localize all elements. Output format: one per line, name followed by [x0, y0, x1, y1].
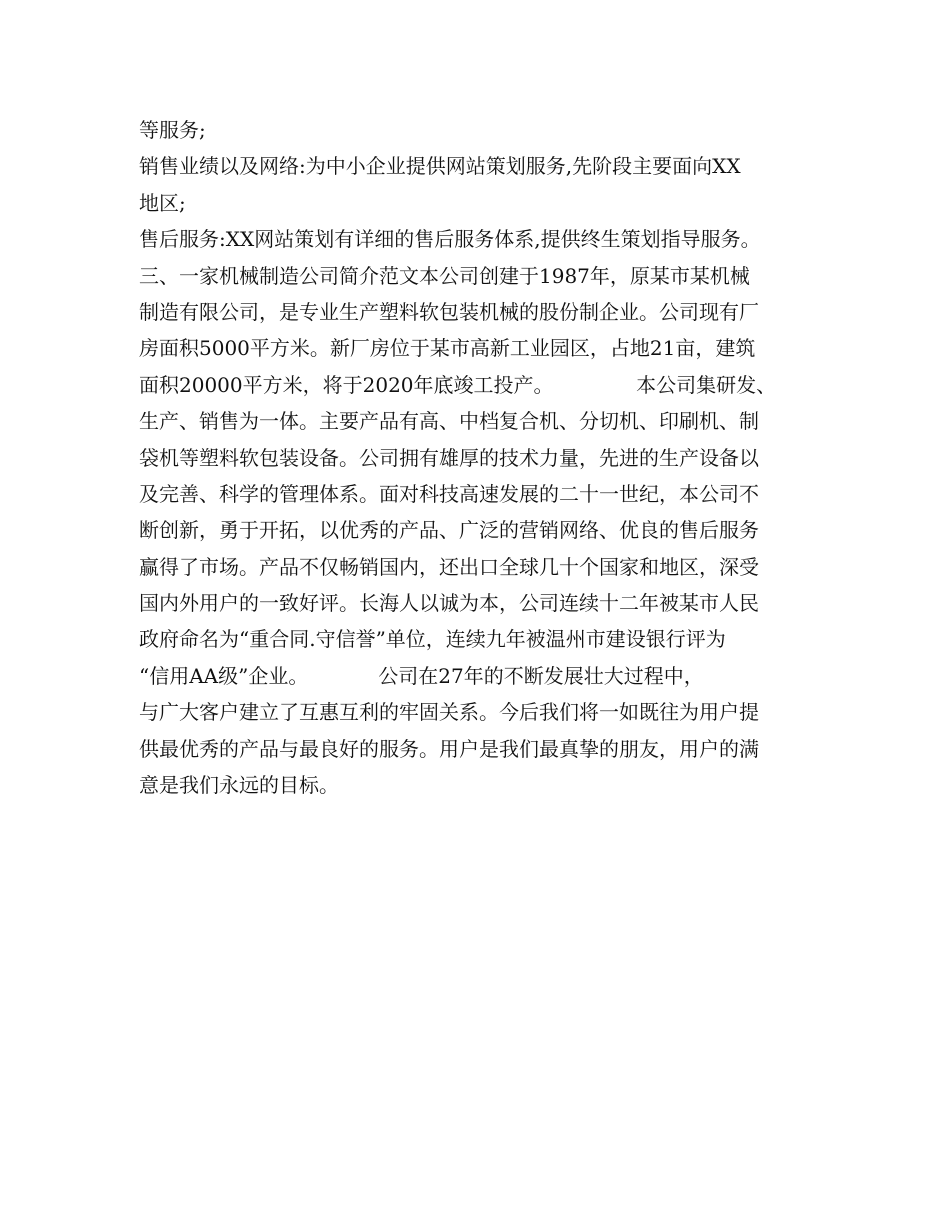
text-line-3: 地区; — [139, 190, 186, 215]
text-line-14: 国内外用户的一致好评。长海人以诚为本，公司连续十二年被某市人民 — [139, 591, 759, 616]
text-line-15: 政府命名为“重合同.守信誉”单位，连续九年被温州市建设银行评为 — [139, 627, 726, 652]
text-line-13: 赢得了市场。产品不仅畅销国内，还出口全球几十个国家和地区，深受 — [139, 554, 759, 579]
text-line-18: 供最优秀的产品与最良好的服务。用户是我们最真挚的朋友，用户的满 — [139, 736, 759, 761]
text-line-17: 与广大客户建立了互惠互利的牢固关系。今后我们将一如既往为用户提 — [139, 700, 759, 725]
text-line-12: 断创新，勇于开拓，以优秀的产品、广泛的营销网络、优良的售后服务 — [139, 518, 759, 543]
text-line-8: 面积20000平方米，将于2020年底竣工投产。 本公司集研发、 — [139, 372, 777, 397]
text-line-19: 意是我们永远的目标。 — [139, 773, 339, 798]
text-line-2: 销售业绩以及网络:为中小企业提供网站策划服务,先阶段主要面向XX — [139, 154, 741, 179]
text-line-5: 三、一家机械制造公司简介范文本公司创建于1987年，原某市某机械 — [139, 263, 750, 288]
text-line-4: 售后服务:XX网站策划有详细的售后服务体系,提供终生策划指导服务。 — [139, 227, 761, 252]
text-line-7: 房面积5000平方米。新厂房位于某市高新工业园区，占地21亩，建筑 — [139, 336, 756, 361]
text-line-1: 等服务; — [139, 118, 206, 142]
text-line-11: 及完善、科学的管理体系。面对科技高速发展的二十一世纪，本公司不 — [139, 481, 759, 506]
text-line-9: 生产、销售为一体。主要产品有高、中档复合机、分切机、印刷机、制 — [139, 409, 759, 434]
text-line-6: 制造有限公司，是专业生产塑料软包装机械的股份制企业。公司现有厂 — [139, 299, 759, 324]
text-line-16: “信用AA级”企业。 公司在27年的不断发展壮大过程中， — [139, 663, 704, 688]
document-body — [139, 112, 829, 803]
text-line-10: 袋机等塑料软包装设备。公司拥有雄厚的技术力量，先进的生产设备以 — [139, 445, 759, 470]
